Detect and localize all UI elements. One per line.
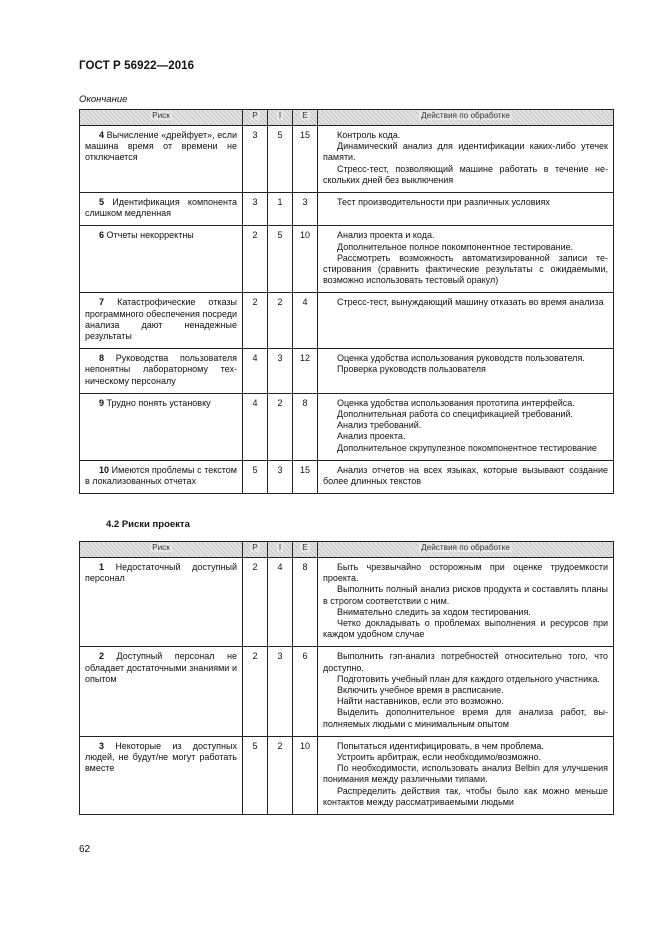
table-row <box>80 193 614 226</box>
action-item: Подготовить учебный план для каждого отдельного участника. <box>337 673 600 684</box>
risk-number: 6 <box>99 230 105 241</box>
risk-number: 1 <box>99 562 105 572</box>
value-i: 3 <box>268 460 293 493</box>
actions-cell <box>318 736 614 814</box>
value-e: 4 <box>293 293 318 349</box>
risk-number: 2 <box>99 651 105 662</box>
value-i: 1 <box>268 193 293 226</box>
action-item: Рассмотреть возможность автоматизированной записи тестирования (сравнить фактические результаты с ожидаемыми, возможно использовать тестовый оракул) <box>323 252 608 286</box>
table-row <box>80 126 614 193</box>
action-item: Найти наставников, если это возможно. <box>337 696 504 707</box>
value-i: 3 <box>268 647 293 736</box>
action-item: Оценка удобства использования прототипа интерфейса. <box>337 397 575 408</box>
risk-cell <box>80 558 243 647</box>
risk-cell <box>80 393 243 460</box>
action-item: Анализ проекта. <box>337 431 406 442</box>
risk-description: Доступный персонал не обладает достаточными знаниями и опытом <box>85 651 237 684</box>
actions-cell <box>318 193 614 226</box>
actions-cell <box>318 393 614 460</box>
continuation-label: Окончание <box>79 94 128 105</box>
action-item: Стресс-тест, вынуждающий машину отказать во время анализа <box>337 297 604 308</box>
action-item: Анализ требований. <box>337 420 422 431</box>
value-p: 2 <box>243 558 268 647</box>
action-item: Включить учебное время в расписание. <box>337 685 504 696</box>
table-row <box>80 226 614 293</box>
risk-description: Некоторые из доступных людей, не будут/не могут работать вместе <box>85 740 237 774</box>
action-item: Выделить дополнительное время для анализа работ, выполняемых людьми с минимальным опытом <box>323 707 608 729</box>
column-header-actions: Действия по обработке <box>318 110 614 126</box>
risk-number: 7 <box>99 297 105 308</box>
table-row <box>80 349 614 394</box>
page-number: 62 <box>79 844 91 855</box>
risk-cell <box>80 349 243 394</box>
table-row <box>80 460 614 493</box>
table-header-row <box>80 542 614 558</box>
risk-cell <box>80 460 243 493</box>
value-p: 2 <box>243 293 268 349</box>
value-p: 3 <box>243 193 268 226</box>
action-item: Выполнить гэп-анализ потребностей относительно того, что доступно. <box>323 651 608 673</box>
risk-cell <box>80 193 243 226</box>
product-risks-table <box>79 109 614 494</box>
risk-description: Вычисление «дрейфует», если машина время от времени не отключается <box>85 130 237 163</box>
risk-cell <box>80 647 243 736</box>
column-header-i: I <box>268 542 293 558</box>
value-e: 8 <box>293 558 318 647</box>
value-e: 10 <box>293 226 318 293</box>
value-e: 6 <box>293 647 318 736</box>
risk-description: Трудно понять установку <box>106 397 211 408</box>
column-header-e: E <box>293 110 318 126</box>
value-p: 5 <box>243 460 268 493</box>
action-item: Контроль кода. <box>337 130 401 140</box>
table-row <box>80 736 614 814</box>
risk-cell <box>80 226 243 293</box>
action-item: Дополнительное скрупулезное покомпонентное тестирование <box>337 442 597 453</box>
value-e: 12 <box>293 349 318 394</box>
column-header-p: P <box>243 110 268 126</box>
action-item: Проверка руководств пользователя <box>337 364 486 375</box>
value-i: 2 <box>268 393 293 460</box>
risk-description: Недостаточный доступный персонал <box>85 562 237 584</box>
risk-number: 4 <box>99 130 105 140</box>
column-header-i: I <box>268 110 293 126</box>
action-item: Выполнить полный анализ рисков продукта и составлять планы в строгом соответствии с ним. <box>323 584 608 606</box>
value-p: 4 <box>243 393 268 460</box>
value-p: 2 <box>243 647 268 736</box>
action-item: Дополнительное полное покомпонентное тестирование. <box>337 241 574 252</box>
risk-number: 3 <box>99 740 105 751</box>
table-row <box>80 647 614 736</box>
risk-cell <box>80 293 243 349</box>
risk-cell <box>80 736 243 814</box>
value-e: 3 <box>293 193 318 226</box>
document-header: ГОСТ Р 56922—2016 <box>79 60 195 72</box>
value-i: 5 <box>268 126 293 193</box>
actions-cell <box>318 293 614 349</box>
actions-cell <box>318 126 614 193</box>
risk-number: 5 <box>99 197 105 208</box>
value-e: 15 <box>293 460 318 493</box>
column-header-risk: Риск <box>80 110 243 126</box>
column-header-risk: Риск <box>80 542 243 558</box>
action-item: По необходимости, использовать анализ Belbin для улучшения понимания между различными типами. <box>323 763 608 785</box>
value-i: 2 <box>268 736 293 814</box>
action-item: Тест производительности при различных условиях <box>337 197 550 208</box>
actions-cell <box>318 349 614 394</box>
value-i: 5 <box>268 226 293 293</box>
action-item: Стресс-тест, позволяющий машине работать в течение нескольких дней без выключения <box>323 163 608 185</box>
action-item: Попытаться идентифицировать, в чем проблема. <box>337 740 544 751</box>
value-p: 2 <box>243 226 268 293</box>
project-risks-table <box>79 541 614 815</box>
action-item: Динамический анализ для идентификации каких-либо утечек памяти. <box>323 141 608 163</box>
value-i: 3 <box>268 349 293 394</box>
value-e: 10 <box>293 736 318 814</box>
column-header-actions: Действия по обработке <box>318 542 614 558</box>
risk-description: Отчеты некорректны <box>106 230 194 241</box>
section-heading-project-risks: 4.2 Риски проекта <box>106 519 190 530</box>
value-p: 3 <box>243 126 268 193</box>
actions-cell <box>318 558 614 647</box>
value-p: 5 <box>243 736 268 814</box>
action-item: Четко докладывать о проблемах выполнения и ресурсов при каждом удобном случае <box>323 618 608 640</box>
actions-cell <box>318 647 614 736</box>
risk-cell <box>80 126 243 193</box>
action-item: Внимательно следить за ходом тестирования. <box>337 606 531 617</box>
risk-number: 8 <box>99 353 105 364</box>
value-p: 4 <box>243 349 268 394</box>
action-item: Оценка удобства использования руководств пользователя. <box>337 353 585 364</box>
action-item: Анализ проекта и кода. <box>337 230 435 241</box>
table-row <box>80 293 614 349</box>
table-row <box>80 393 614 460</box>
risk-description: Имеются проблемы с текстом в локализованных отчетах <box>85 464 237 487</box>
value-e: 15 <box>293 126 318 193</box>
value-i: 2 <box>268 293 293 349</box>
action-item: Устроить арбитраж, если необходимо/возможно. <box>337 752 542 763</box>
action-item: Распределить действия так, чтобы было как можно меньше контактов между рассматриваемыми людьми <box>323 785 608 807</box>
actions-cell <box>318 226 614 293</box>
risk-number: 10 <box>99 464 110 475</box>
table-header-row <box>80 110 614 126</box>
risk-description: Катастрофические отказы программного обеспечения посреди анализа дают ненадежные результаты <box>85 297 237 342</box>
action-item: Быть чрезвычайно осторожным при оценке трудоемкости проекта. <box>323 562 608 584</box>
actions-cell <box>318 460 614 493</box>
action-item: Дополнительная работа со спецификацией требований. <box>337 409 574 420</box>
risk-description: Руководства пользователя непонятны лабораторному техническому персоналу <box>85 353 237 386</box>
column-header-p: P <box>243 542 268 558</box>
value-e: 8 <box>293 393 318 460</box>
value-i: 4 <box>268 558 293 647</box>
column-header-e: E <box>293 542 318 558</box>
risk-description: Идентификация компонента слишком медленная <box>85 197 237 219</box>
risk-number: 9 <box>99 397 105 408</box>
table-row <box>80 558 614 647</box>
action-item: Анализ отчетов на всех языках, которые вызывают создание более длинных текстов <box>323 464 608 487</box>
